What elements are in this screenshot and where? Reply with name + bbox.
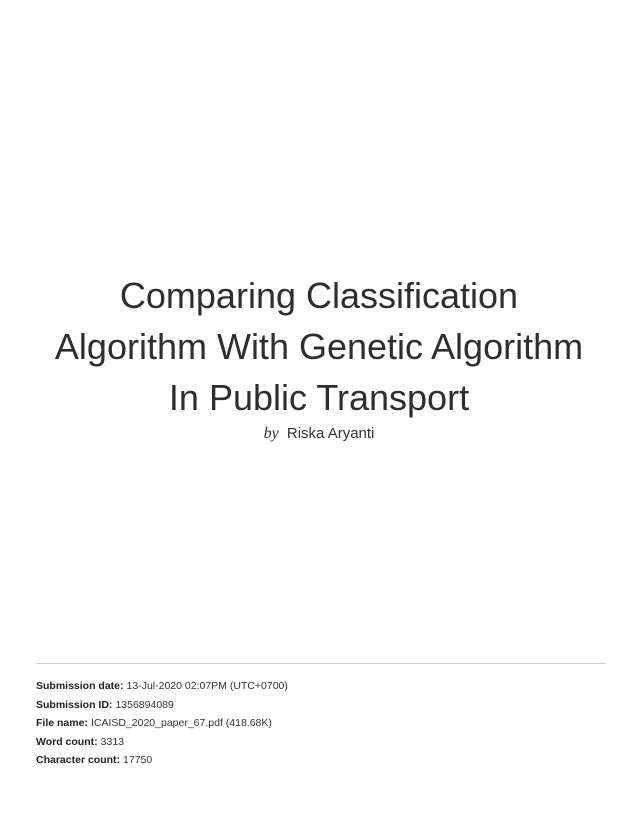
meta-row-character-count xyxy=(36,751,606,770)
divider xyxy=(36,663,606,664)
meta-value: 3313 xyxy=(100,735,124,748)
byline xyxy=(0,424,638,444)
meta-row-submission-id xyxy=(36,696,606,715)
meta-row-file-name xyxy=(36,714,606,733)
by-label: by xyxy=(263,425,279,442)
meta-label: File name: xyxy=(36,717,88,729)
title-line-3: In Public Transport xyxy=(168,377,470,418)
title-line-1: Comparing Classification xyxy=(119,275,519,316)
meta-label: Submission ID: xyxy=(36,698,113,711)
document-title xyxy=(0,270,638,423)
meta-value: ICAISD_2020_paper_67.pdf (418.68K) xyxy=(90,717,272,729)
meta-label: Character count: xyxy=(36,754,121,766)
meta-value: 13-Jul-2020 02:07PM (UTC+0700) xyxy=(126,680,288,692)
meta-value: 17750 xyxy=(123,754,153,766)
author-name: Riska Aryanti xyxy=(286,425,375,442)
meta-row-submission-date xyxy=(36,677,606,696)
submission-metadata xyxy=(36,677,606,770)
meta-value: 1356894089 xyxy=(115,698,174,711)
meta-row-word-count xyxy=(36,733,606,752)
meta-label: Word count: xyxy=(36,735,98,748)
meta-label: Submission date: xyxy=(36,680,124,692)
title-line-2: Algorithm With Genetic Algorithm xyxy=(54,326,584,367)
